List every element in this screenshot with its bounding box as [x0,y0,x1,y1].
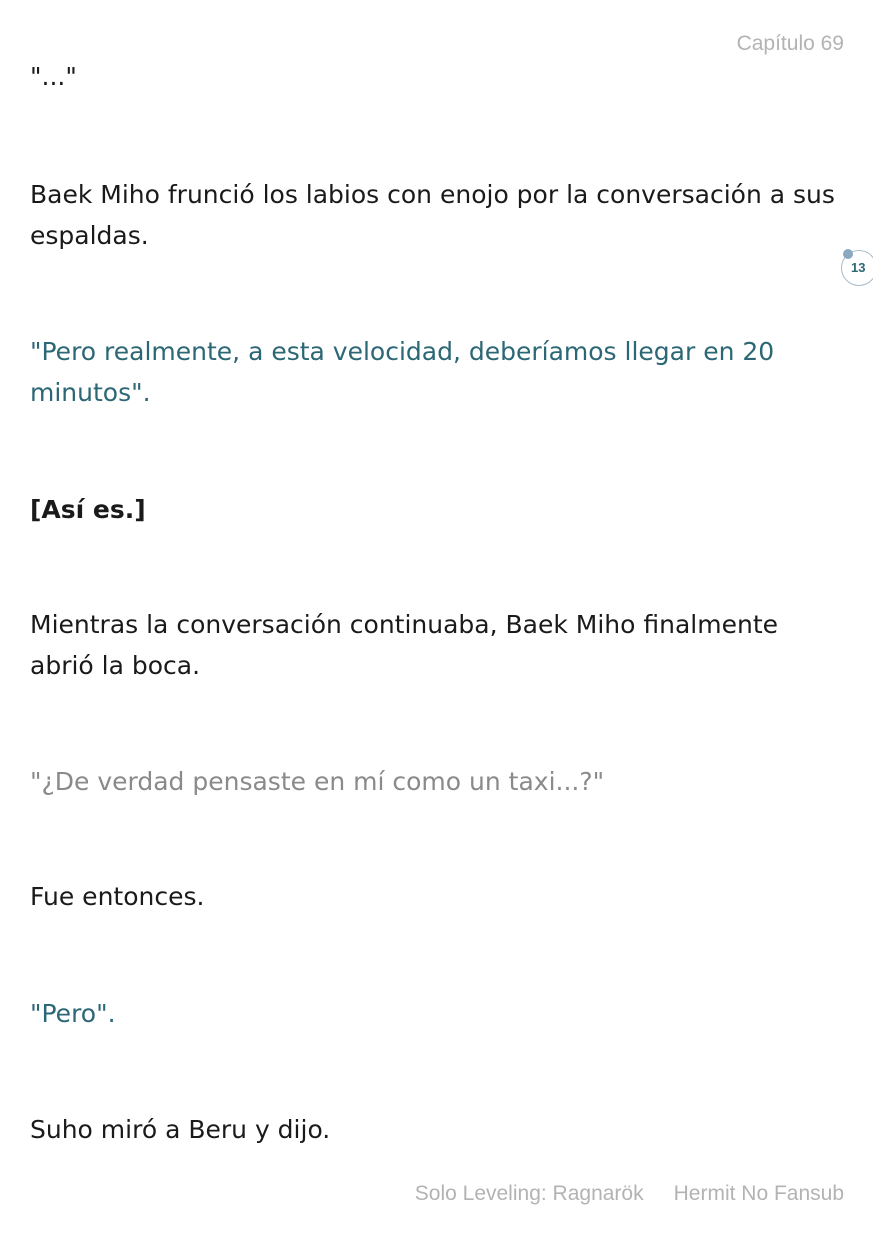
paragraph-dialogue: "Pero realmente, a esta velocidad, deberíamos llegar en 20 minutos". [30,337,775,407]
footer-book-title: Solo Leveling: Ragnarök [414,1182,644,1205]
paragraph-narration: Baek Miho frunció los labios con enojo por la conversación a sus espaldas. [30,180,835,250]
page-number: 13 [851,260,866,275]
paragraph-narration: Suho miró a Beru y dijo. [30,1115,331,1144]
paragraph-system-message: [Así es.] [30,495,146,524]
page-indicator-dot [843,249,853,259]
paragraph-narration: Fue entonces. [30,882,205,911]
paragraph-dialogue: "Pero". [30,999,116,1028]
chapter-title: Capítulo 69 [736,32,844,55]
footer-translator: Hermit No Fansub [673,1182,844,1205]
paragraph-dialogue: "¿De verdad pensaste en mí como un taxi...?" [30,767,605,796]
page-indicator[interactable] [841,250,873,286]
paragraph-narration: Mientras la conversación continuaba, Baek Miho finalmente abrió la boca. [30,610,779,680]
paragraph-ellipsis: "..." [30,62,77,91]
footer [415,1182,844,1206]
